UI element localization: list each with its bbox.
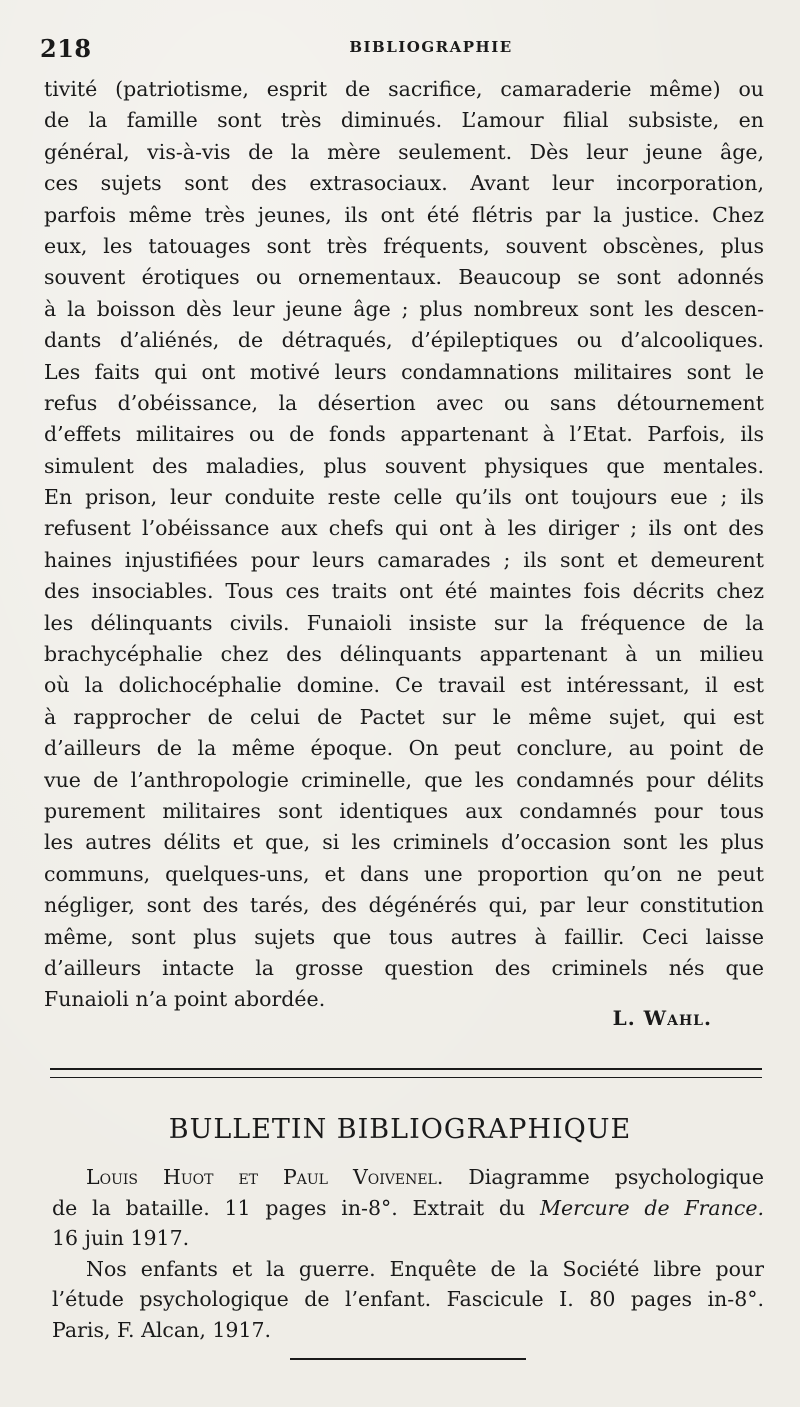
bulletin-title: BULLETIN BIBLIOGRAPHIQUE: [168, 1114, 632, 1145]
body-line: à rapprocher de celui de Pactet sur le même sujet, qui est: [44, 704, 764, 729]
running-head: BIBLIOGRAPHIE: [349, 38, 513, 56]
entry-title-rest: de la bataille. 11 pages in-8°. Extrait du: [52, 1195, 526, 1220]
body-line: souvent érotiques ou ornementaux. Beaucoup se sont adonnés: [44, 265, 764, 290]
body-line: où la dolichocéphalie domine. Ce travail est intéressant, il est: [44, 673, 764, 698]
page-header: [40, 34, 762, 64]
body-line: eux, les tatouages sont très fréquents, souvent obscènes, plus: [44, 233, 764, 258]
bulletin-entry-2-line-1: Nos enfants et la guerre. Enquête de la Société libre pour: [86, 1256, 764, 1281]
entry-title-start: Diagramme psychologique: [468, 1165, 764, 1189]
bulletin-entries: [52, 1162, 764, 1345]
body-line: les délinquants civils. Funaioli insiste sur la fréquence de la: [44, 610, 764, 635]
body-line: En prison, leur conduite reste celle qu’ils ont toujours eue ; ils: [44, 485, 764, 510]
body-line: refus d’obéissance, la désertion avec ou sans détournement: [44, 390, 764, 415]
body-line: d’effets militaires ou de fonds appartenant à l’Etat. Parfois, ils: [44, 422, 764, 447]
body-line: ces sujets sont des extrasociaux. Avant leur incorporation,: [44, 171, 764, 196]
review-signature: L. Wahl.: [612, 1006, 712, 1030]
bulletin-entry-1-line-1: [52, 1162, 764, 1193]
body-line: simulent des maladies, plus souvent physiques que mentales.: [44, 453, 764, 478]
bulletin-entry-2-line-2: l’étude psychologique de l’enfant. Fascicule I. 80 pages in-8°.: [52, 1287, 764, 1311]
body-line: tivité (patriotisme, esprit de sacrifice, camaraderie même) ou: [44, 77, 764, 101]
body-line: général, vis-à-vis de la mère seulement. Dès leur jeune âge,: [44, 139, 764, 164]
bulletin-entry-1-line-2: [52, 1193, 764, 1224]
bulletin-entry-1-line-3: 16 juin 1917.: [52, 1226, 190, 1250]
body-line: haines injustifiées pour leurs camarades ; ils sont et demeurent: [44, 547, 764, 572]
review-body: [44, 74, 764, 1016]
body-line: communs, quelques-uns, et dans une proportion qu’on ne peut: [44, 861, 764, 886]
body-line: refusent l’obéissance aux chefs qui ont à les diriger ; ils ont des: [44, 516, 764, 541]
section-divider: [50, 1068, 762, 1078]
body-line: brachycéphalie chez des délinquants appartenant à un milieu: [44, 642, 764, 667]
body-line: négliger, sont des tarés, des dégénérés qui, par leur constitution: [44, 893, 764, 918]
body-line: Funaioli n’a point abordée.: [44, 987, 326, 1012]
body-line: Les faits qui ont motivé leurs condamnations militaires sont le: [44, 359, 764, 384]
body-line: dants d’aliénés, de détraqués, d’épileptiques ou d’alcooliques.: [44, 328, 764, 353]
body-line: d’ailleurs intacte la grosse question des criminels nés que: [44, 955, 764, 980]
body-line: vue de l’anthropologie criminelle, que les condamnés pour délits: [44, 767, 764, 792]
body-line: même, sont plus sujets que tous autres à faillir. Ceci laisse: [44, 924, 764, 949]
body-line: les autres délits et que, si les criminels d’occasion sont les plus: [44, 830, 764, 855]
body-line: parfois même très jeunes, ils ont été flétris par la justice. Chez: [44, 202, 764, 227]
body-line: de la famille sont très diminués. L’amour filial subsiste, en: [44, 108, 764, 133]
body-line: d’ailleurs de la même époque. On peut conclure, au point de: [44, 736, 764, 761]
page-number: 218: [40, 34, 92, 63]
entry-authors: Louis Huot et Paul Voivenel.: [86, 1165, 444, 1189]
body-line: purement militaires sont identiques aux condamnés pour tous: [44, 798, 764, 823]
end-rule: [290, 1358, 526, 1360]
entry-journal: Mercure de France.: [540, 1195, 764, 1220]
bulletin-entry-2-line-3: Paris, F. Alcan, 1917.: [52, 1317, 272, 1342]
body-line: à la boisson dès leur jeune âge ; plus nombreux sont les descen-: [44, 296, 764, 321]
body-line: des insociables. Tous ces traits ont été maintes fois décrits chez: [44, 579, 764, 604]
